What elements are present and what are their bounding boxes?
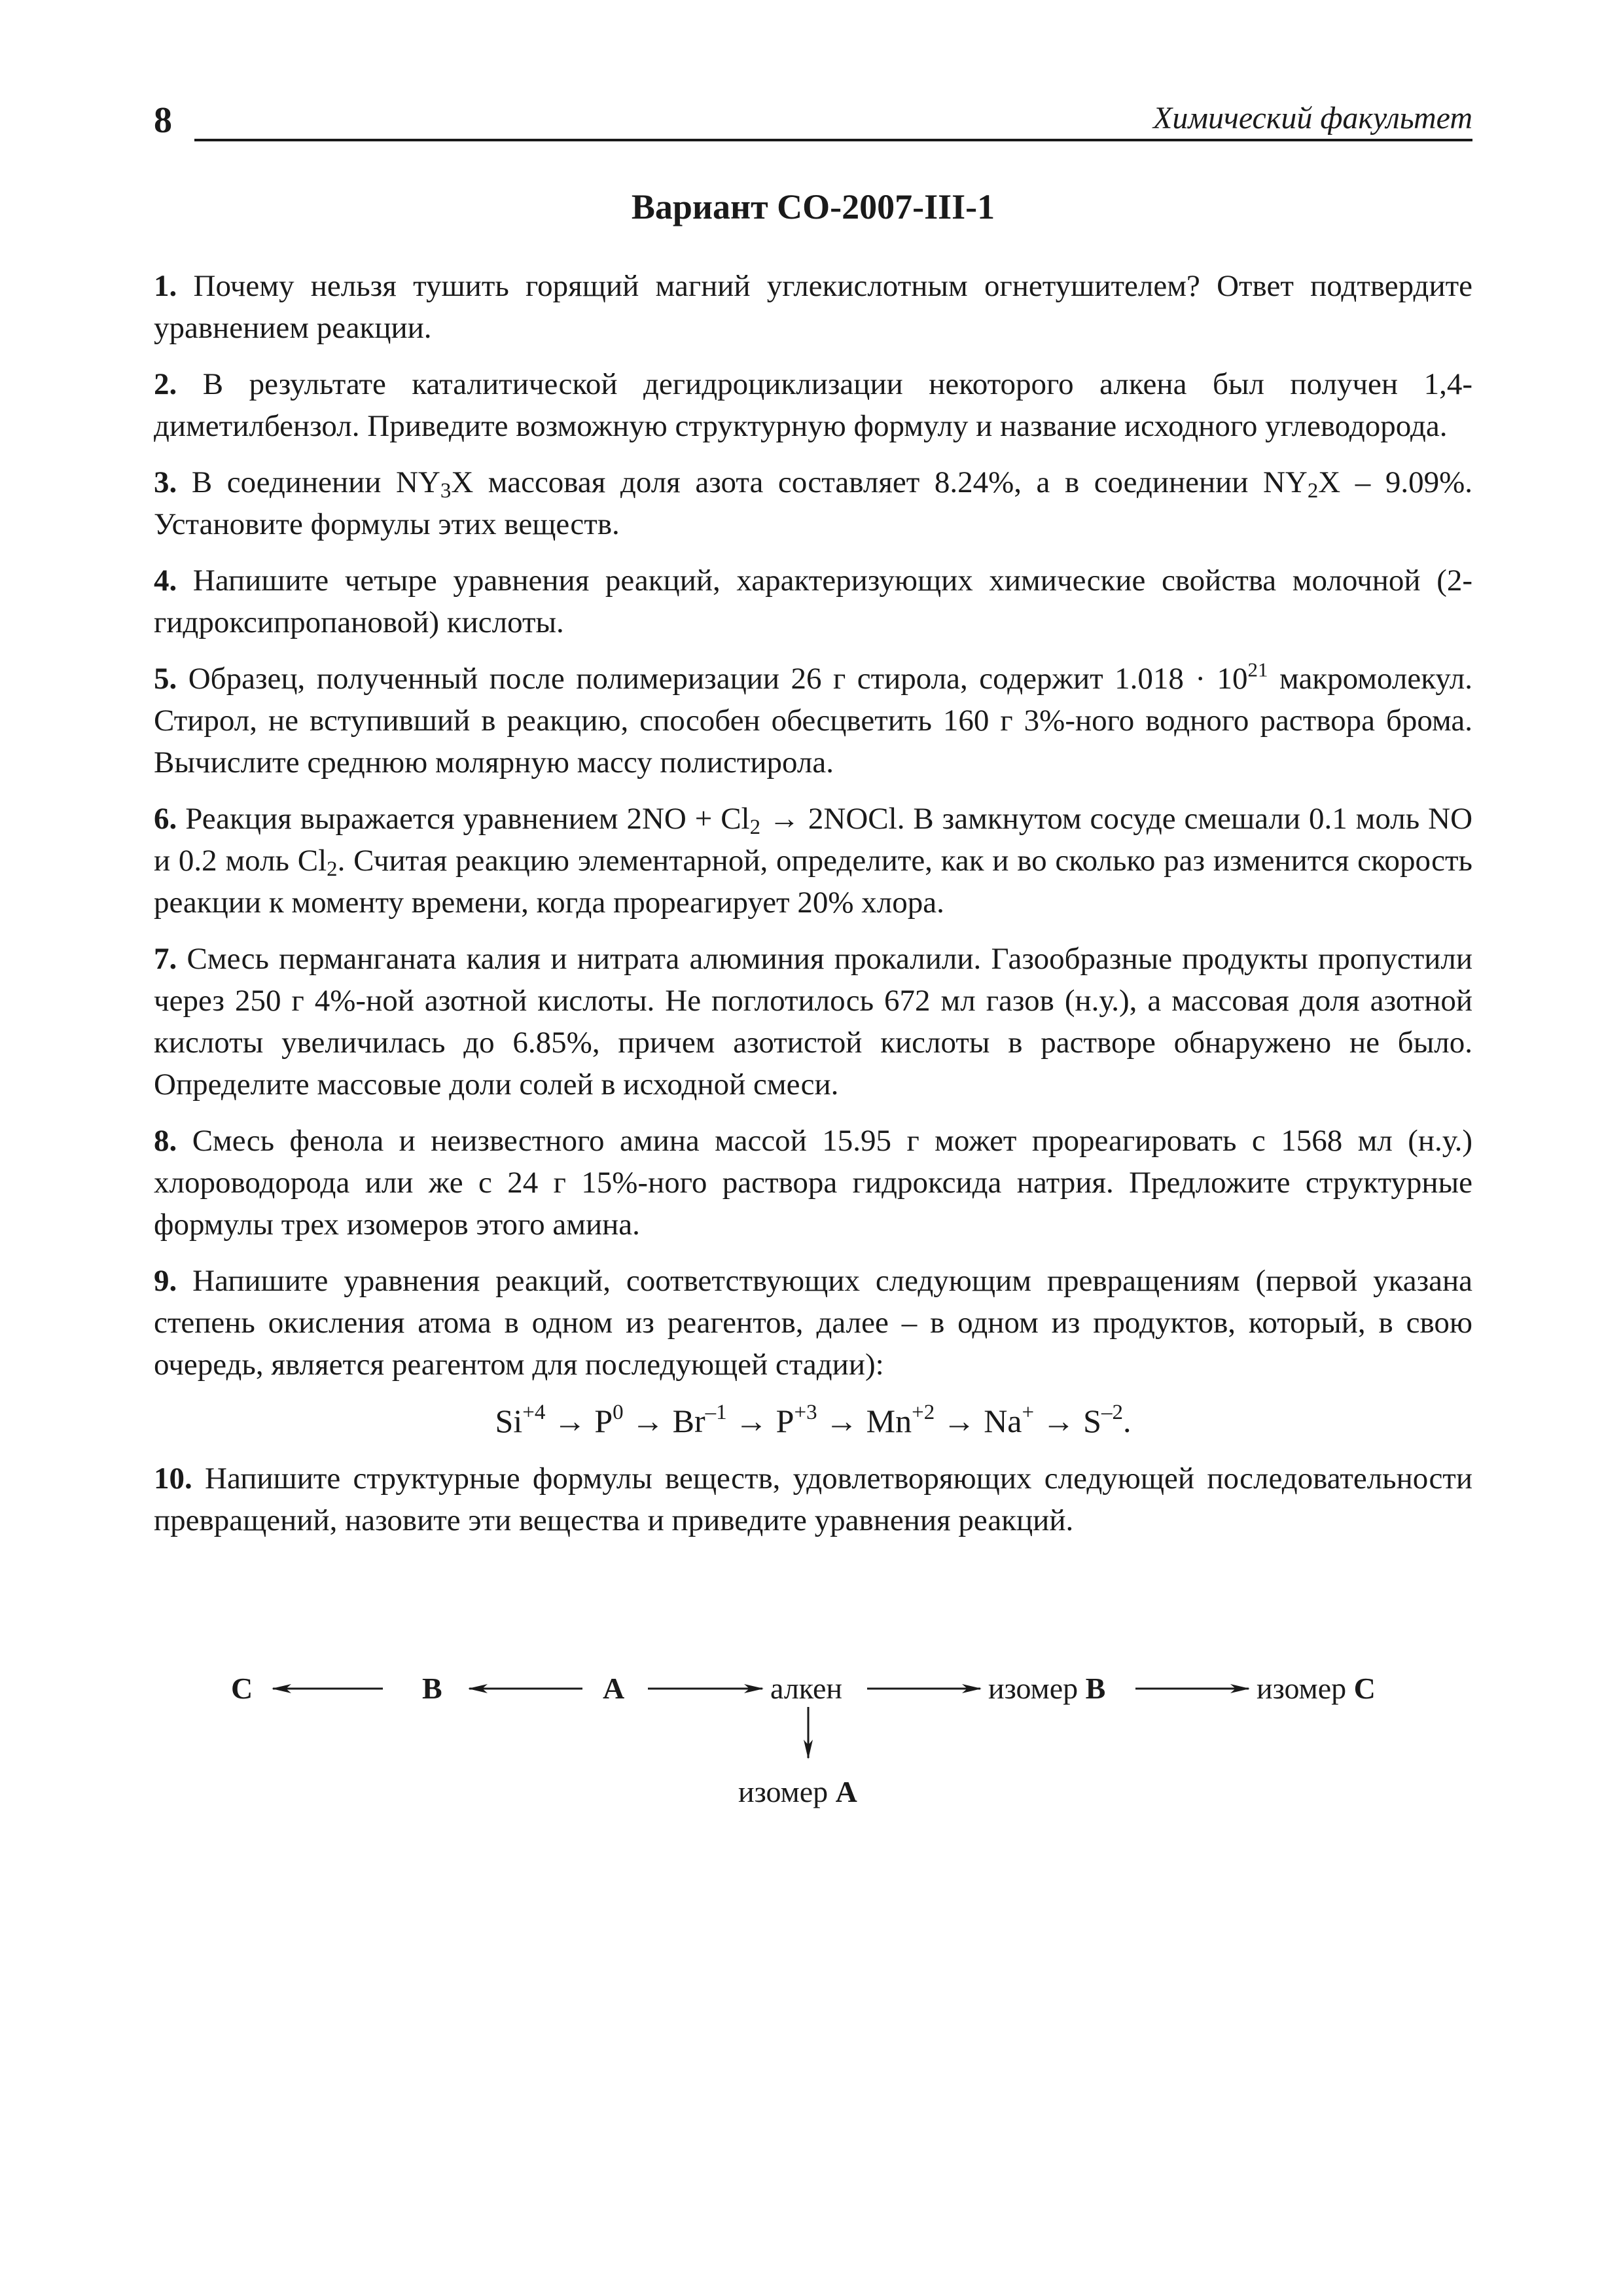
subscript: 2 — [1307, 479, 1319, 503]
variant-title: Вариант СО-2007-III-1 — [631, 187, 995, 226]
isomer-letter: C — [1353, 1672, 1376, 1705]
isomer-letter: A — [835, 1775, 857, 1808]
isomer-letter: B — [1085, 1672, 1106, 1705]
chain-element: Mn — [866, 1403, 912, 1439]
problem-1 — [154, 265, 1472, 349]
problem-number: 4. — [154, 564, 177, 598]
problems-list — [154, 265, 1472, 1556]
oxidation-state: +3 — [794, 1401, 817, 1425]
page-header — [154, 92, 1472, 139]
node-isomer-c — [1257, 1669, 1376, 1708]
problem-text: макромолекул. Стирол, не вступивший в реакцию, способен обесцветить 160 г 3%-ного водного раствора брома. Вычислите среднюю молярную массу полистирола. — [154, 662, 1472, 780]
problem-number: 9. — [154, 1264, 177, 1298]
chain-element: Si — [495, 1403, 523, 1439]
chain-element: P — [594, 1403, 613, 1439]
header-rule — [194, 139, 1472, 141]
oxidation-state: –2 — [1101, 1401, 1123, 1425]
problem-number: 3. — [154, 465, 177, 499]
transformation-scheme — [154, 1662, 1472, 1878]
arrow-icon: → — [735, 1403, 768, 1439]
subscript: 2 — [327, 857, 338, 882]
problem-number: 10. — [154, 1462, 192, 1496]
arrow-icon: → — [553, 1403, 586, 1439]
subscript: 2 — [749, 816, 761, 840]
chain-element: P — [776, 1403, 794, 1439]
faculty-name: Химический факультет — [1144, 99, 1472, 137]
problem-number: 7. — [154, 942, 177, 976]
node-isomer-b — [988, 1669, 1105, 1708]
problem-text: → 2NOCl. В замкнутом сосуде смешали 0.1 моль NO и 0.2 моль Cl — [154, 802, 1473, 878]
problem-8 — [154, 1120, 1472, 1246]
oxidation-state: +4 — [522, 1401, 546, 1425]
problem-9 — [154, 1260, 1472, 1386]
problem-number: 2. — [154, 367, 177, 401]
oxidation-chain — [154, 1400, 1472, 1442]
chain-element: Br — [672, 1403, 705, 1439]
chain-element: S — [1083, 1403, 1101, 1439]
problem-text: Смесь перманганата калия и нитрата алюминия прокалили. Газообразные продукты пропустили через 250 г 4%-ной азотной кислоты. Не поглотилось 672 мл газов (н.у.), а массовая доля азотной кислоты увеличилась до 6.85%, причем азотистой кислоты в растворе обнаружено не было. Определите массовые доли солей в исходной смеси. — [154, 942, 1473, 1102]
node-isomer-a — [738, 1772, 857, 1812]
oxidation-state: –1 — [705, 1401, 727, 1425]
arrow-icon: → — [942, 1403, 976, 1439]
problem-number: 5. — [154, 662, 177, 696]
problem-text: X массовая доля азота составляет 8.24%, а в соединении NY — [451, 465, 1308, 499]
page-number: 8 — [154, 100, 172, 141]
problem-2 — [154, 363, 1472, 447]
node-alkene: алкен — [770, 1672, 843, 1705]
problem-text: X – 9.09%. Установите формулы этих веществ. — [154, 465, 1472, 541]
problem-10 — [154, 1458, 1472, 1541]
problem-text: Напишите уравнения реакций, соответствующих следующим превращениям (первой указана степень окисления атома в одном из реагентов, далее – в одном из продуктов, который, в свою очередь, является реагентом для последующей стадии): — [154, 1264, 1473, 1382]
problem-text: В соединении NY — [191, 465, 440, 499]
chain-element: Na — [984, 1403, 1022, 1439]
problem-text: . Считая реакцию элементарной, определите, как и во сколько раз изменится скорость реакции к моменту времени, когда прореагирует 20% хлора. — [154, 844, 1472, 920]
problem-6 — [154, 798, 1472, 924]
oxidation-state: 0 — [613, 1401, 624, 1425]
oxidation-state: + — [1022, 1401, 1035, 1425]
problem-number: 1. — [154, 269, 177, 303]
arrow-icon: → — [825, 1403, 859, 1439]
problem-3 — [154, 461, 1472, 545]
node-c: C — [231, 1672, 253, 1705]
problem-text: Почему нельзя тушить горящий магний углекислотным огнетушителем? Ответ подтвердите уравнением реакции. — [154, 269, 1473, 345]
problem-text: В результате каталитической дегидроциклизации некоторого алкена был получен 1,4-диметилбензол. Приведите возможную структурную формулу и название исходного углеводорода. — [154, 367, 1472, 443]
isomer-word: изомер — [1257, 1672, 1347, 1705]
isomer-word: изомер — [988, 1672, 1079, 1705]
subscript: 3 — [440, 479, 452, 503]
node-b: B — [422, 1672, 442, 1705]
problem-4 — [154, 560, 1472, 643]
arrow-icon: → — [632, 1403, 665, 1439]
isomer-word: изомер — [738, 1775, 829, 1808]
problem-text: Напишите четыре уравнения реакций, характеризующих химические свойства молочной (2-гидроксипропановой) кислоты. — [154, 564, 1473, 639]
problem-text: Реакция выражается уравнением 2NO + Cl — [185, 802, 750, 836]
problem-number: 8. — [154, 1124, 177, 1158]
chain-end: . — [1122, 1403, 1132, 1439]
problem-text: Смесь фенола и неизвестного амина массой 15.95 г может прореагировать с 1568 мл (н.у.) хлороводорода или же с 24 г 15%-ного раствора гидроксида натрия. Предложите структурные формулы трех изомеров этого амина. — [154, 1124, 1472, 1242]
problem-5 — [154, 658, 1472, 783]
problem-number: 6. — [154, 802, 177, 836]
node-a: A — [603, 1672, 625, 1705]
problem-7 — [154, 938, 1472, 1105]
problem-text: Напишите структурные формулы веществ, удовлетворяющих следующей последовательности превращений, назовите эти вещества и приведите уравнения реакций. — [154, 1462, 1472, 1537]
problem-text: Образец, полученный после полимеризации 26 г стирола, содержит 1.018 · 10 — [188, 662, 1248, 696]
arrow-icon: → — [1042, 1403, 1075, 1439]
oxidation-state: +2 — [912, 1401, 935, 1425]
superscript: 21 — [1247, 658, 1268, 681]
